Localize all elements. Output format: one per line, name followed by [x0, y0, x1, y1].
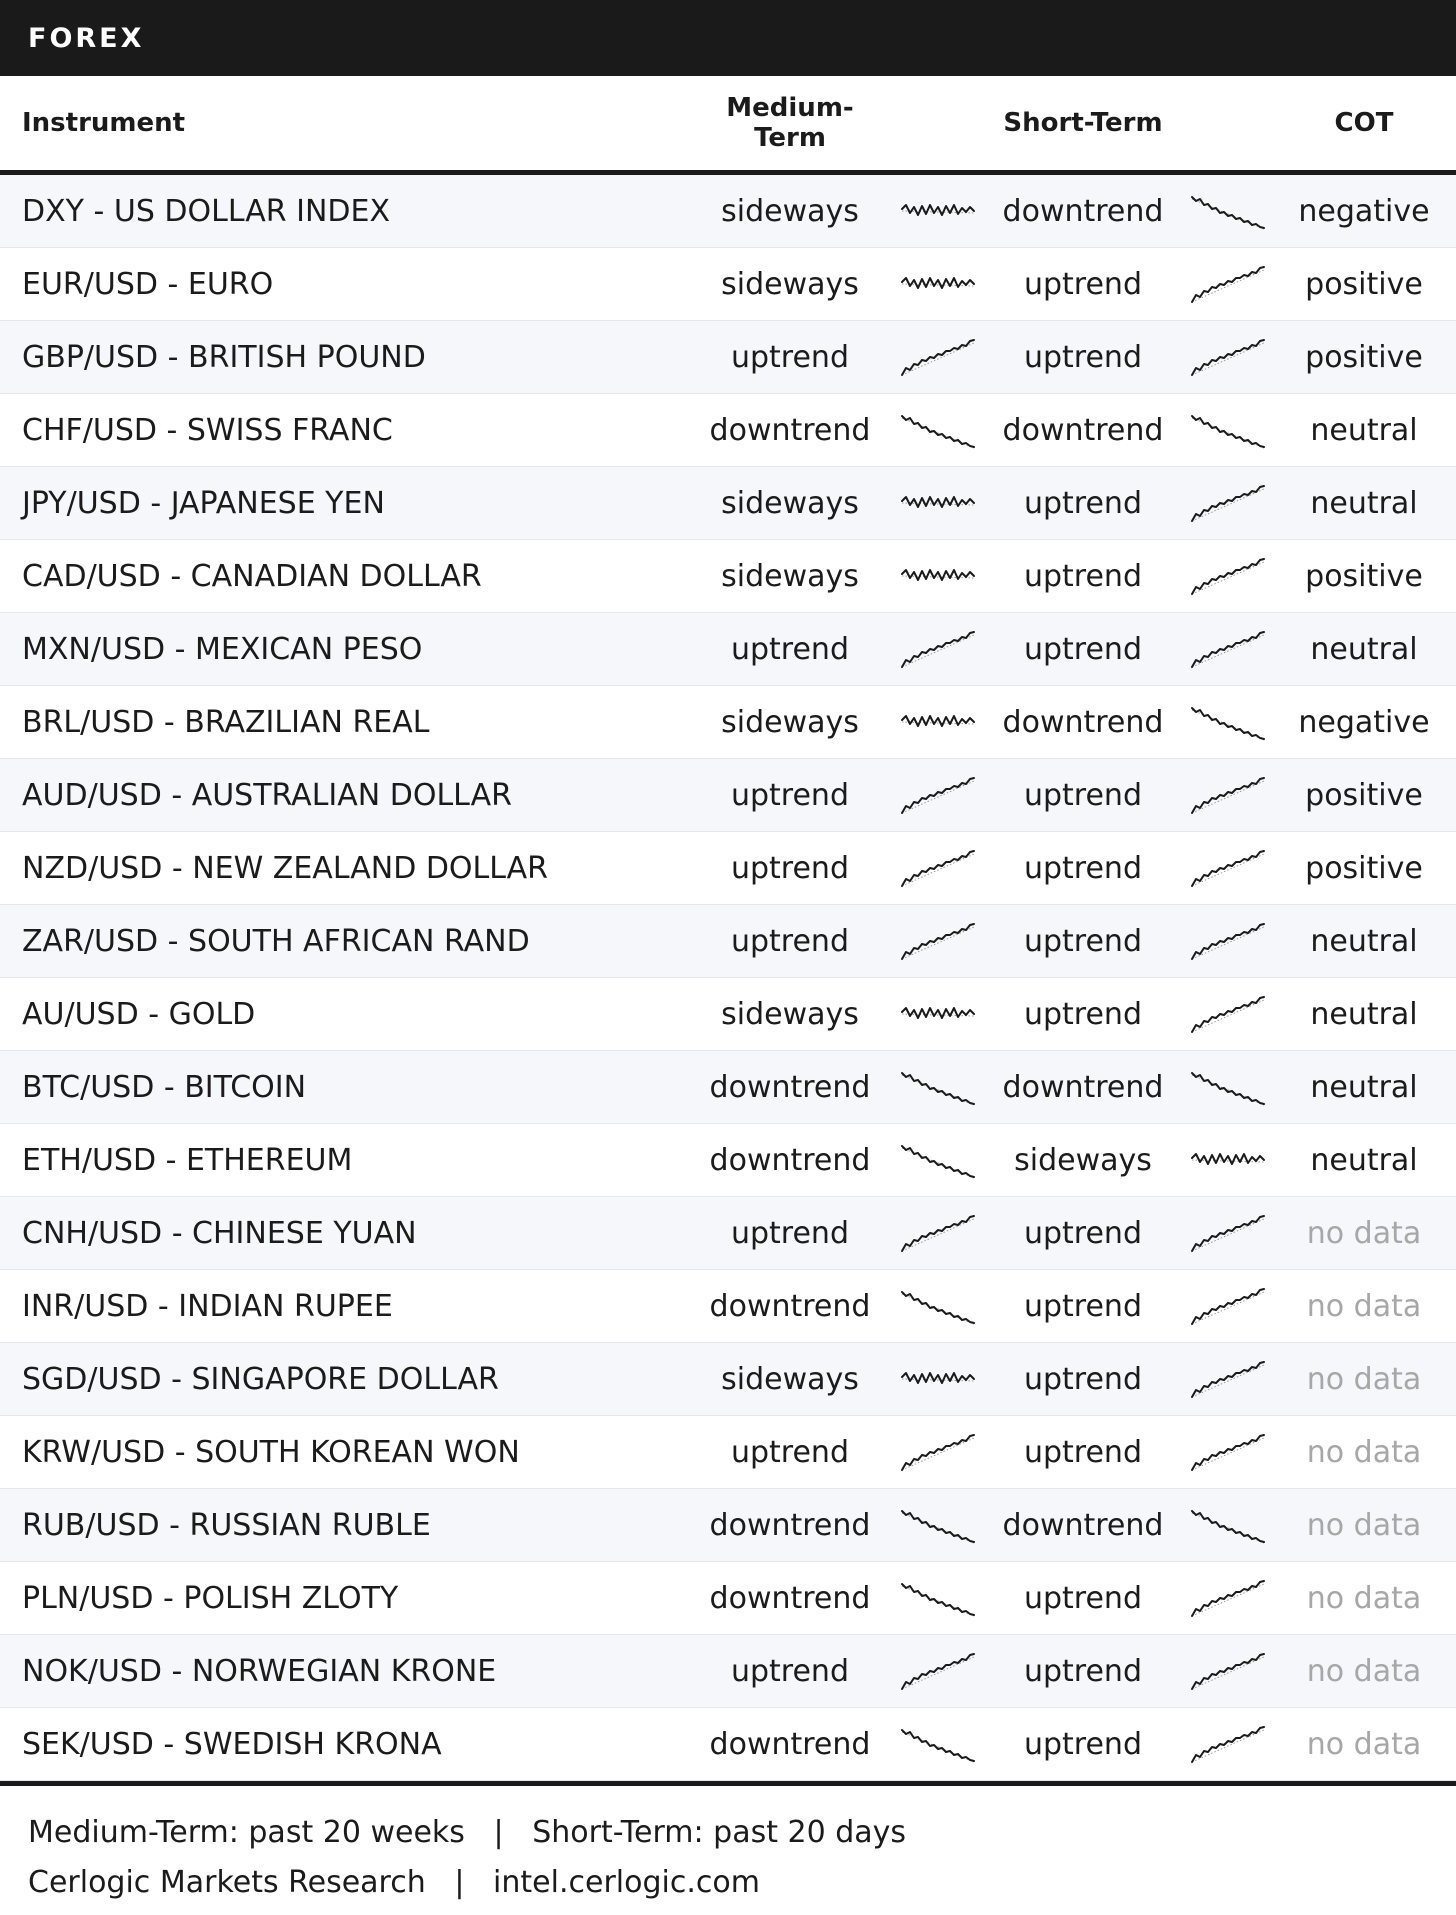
table-row — [0, 1635, 1456, 1708]
cot-cell: neutral — [1310, 1069, 1418, 1105]
uptrend-sparkline-icon — [1190, 921, 1266, 961]
short-term-cell: uptrend — [1023, 777, 1142, 813]
medium-term-sparkline — [900, 832, 976, 904]
medium-term-sparkline — [900, 1562, 976, 1634]
cot-cell: no data — [1306, 1580, 1422, 1616]
uptrend-sparkline-icon — [1190, 556, 1266, 596]
cot-cell: positive — [1305, 850, 1423, 886]
short-term-cell: sideways — [1014, 1142, 1152, 1178]
short-term-cell: uptrend — [1023, 1434, 1142, 1470]
short-term-cell: uptrend — [1023, 850, 1142, 886]
uptrend-sparkline-icon — [1190, 994, 1266, 1034]
medium-term-sparkline — [900, 613, 976, 685]
medium-term-cell: uptrend — [730, 339, 849, 375]
short-term-sparkline — [1190, 1708, 1266, 1780]
short-term-cell: uptrend — [1023, 1653, 1142, 1689]
cot-cell: neutral — [1310, 923, 1418, 959]
sideways-sparkline-icon — [900, 556, 976, 596]
short-term-sparkline — [1190, 613, 1266, 685]
medium-term-cell: downtrend — [709, 412, 871, 448]
sideways-sparkline-icon — [900, 994, 976, 1034]
uptrend-sparkline-icon — [1190, 1213, 1266, 1253]
instrument-cell: ZAR/USD - SOUTH AFRICAN RAND — [22, 923, 530, 959]
instrument-cell: SGD/USD - SINGAPORE DOLLAR — [22, 1361, 499, 1397]
table-row — [0, 686, 1456, 759]
instrument-cell: PLN/USD - POLISH ZLOTY — [22, 1580, 399, 1616]
uptrend-sparkline-icon — [900, 775, 976, 815]
short-term-sparkline — [1190, 394, 1266, 466]
downtrend-sparkline-icon — [900, 1140, 976, 1180]
short-term-sparkline — [1190, 759, 1266, 831]
short-term-sparkline — [1190, 321, 1266, 393]
downtrend-sparkline-icon — [1190, 410, 1266, 450]
short-term-sparkline — [1190, 1416, 1266, 1488]
medium-term-sparkline — [900, 686, 976, 758]
medium-term-cell: downtrend — [709, 1142, 871, 1178]
medium-term-sparkline — [900, 394, 976, 466]
instrument-cell: CHF/USD - SWISS FRANC — [22, 412, 393, 448]
cot-cell: neutral — [1310, 1142, 1418, 1178]
footer-credits-text: Cerlogic Markets Research | intel.cerlogic.com — [28, 1864, 760, 1900]
instrument-cell: KRW/USD - SOUTH KOREAN WON — [22, 1434, 520, 1470]
medium-term-sparkline — [900, 759, 976, 831]
uptrend-sparkline-icon — [900, 921, 976, 961]
table-bottom-rule — [0, 1781, 1456, 1786]
instrument-cell: ETH/USD - ETHEREUM — [22, 1142, 353, 1178]
medium-term-cell: uptrend — [730, 850, 849, 886]
medium-term-sparkline — [900, 467, 976, 539]
short-term-cell: uptrend — [1023, 1288, 1142, 1324]
instrument-cell: CNH/USD - CHINESE YUAN — [22, 1215, 417, 1251]
medium-term-cell: uptrend — [730, 777, 849, 813]
cot-cell: neutral — [1310, 485, 1418, 521]
table-row — [0, 905, 1456, 978]
downtrend-sparkline-icon — [900, 410, 976, 450]
short-term-sparkline — [1190, 1197, 1266, 1269]
downtrend-sparkline-icon — [1190, 1505, 1266, 1545]
table-row — [0, 1708, 1456, 1781]
instrument-cell: JPY/USD - JAPANESE YEN — [22, 485, 385, 521]
table-row — [0, 1124, 1456, 1197]
header-medium-term — [690, 76, 890, 170]
uptrend-sparkline-icon — [1190, 1432, 1266, 1472]
header-medium-term-label: Medium- Term — [726, 93, 854, 153]
short-term-sparkline — [1190, 540, 1266, 612]
short-term-sparkline — [1190, 248, 1266, 320]
medium-term-cell: sideways — [721, 996, 859, 1032]
short-term-sparkline — [1190, 978, 1266, 1050]
medium-term-cell: downtrend — [709, 1507, 871, 1543]
medium-term-cell: sideways — [721, 266, 859, 302]
medium-term-sparkline — [900, 1416, 976, 1488]
downtrend-sparkline-icon — [1190, 191, 1266, 231]
cot-cell: negative — [1298, 193, 1430, 229]
table-row — [0, 759, 1456, 832]
footer-legend — [28, 1810, 1456, 1854]
page-title: FOREX — [28, 22, 145, 54]
downtrend-sparkline-icon — [900, 1286, 976, 1326]
instrument-cell: NZD/USD - NEW ZEALAND DOLLAR — [22, 850, 549, 886]
cot-cell: positive — [1305, 339, 1423, 375]
medium-term-sparkline — [900, 175, 976, 247]
cot-cell: neutral — [1310, 631, 1418, 667]
instrument-cell: GBP/USD - BRITISH POUND — [22, 339, 426, 375]
cot-cell: no data — [1306, 1215, 1422, 1251]
cot-cell: neutral — [1310, 412, 1418, 448]
cot-cell: no data — [1306, 1361, 1422, 1397]
instrument-cell: INR/USD - INDIAN RUPEE — [22, 1288, 393, 1324]
uptrend-sparkline-icon — [900, 1651, 976, 1691]
downtrend-sparkline-icon — [1190, 702, 1266, 742]
medium-term-cell: downtrend — [709, 1069, 871, 1105]
medium-term-cell: uptrend — [730, 923, 849, 959]
instrument-cell: EUR/USD - EURO — [22, 266, 274, 302]
table-row — [0, 1343, 1456, 1416]
short-term-sparkline — [1190, 175, 1266, 247]
table-row — [0, 1489, 1456, 1562]
medium-term-sparkline — [900, 1270, 976, 1342]
medium-term-cell: uptrend — [730, 1434, 849, 1470]
header-instrument: Instrument — [22, 108, 186, 138]
short-term-cell: downtrend — [1002, 704, 1164, 740]
sideways-sparkline-icon — [900, 1359, 976, 1399]
uptrend-sparkline-icon — [1190, 848, 1266, 888]
medium-term-cell: uptrend — [730, 1653, 849, 1689]
medium-term-sparkline — [900, 321, 976, 393]
short-term-cell: uptrend — [1023, 1361, 1142, 1397]
instrument-cell: SEK/USD - SWEDISH KRONA — [22, 1726, 442, 1762]
medium-term-sparkline — [900, 1708, 976, 1780]
footer — [0, 1810, 1456, 1904]
downtrend-sparkline-icon — [900, 1724, 976, 1764]
uptrend-sparkline-icon — [900, 1432, 976, 1472]
table-row — [0, 1416, 1456, 1489]
short-term-sparkline — [1190, 1635, 1266, 1707]
cot-cell: no data — [1306, 1507, 1422, 1543]
instrument-cell: BRL/USD - BRAZILIAN REAL — [22, 704, 430, 740]
short-term-cell: downtrend — [1002, 412, 1164, 448]
sideways-sparkline-icon — [900, 702, 976, 742]
short-term-sparkline — [1190, 1489, 1266, 1561]
short-term-sparkline — [1190, 832, 1266, 904]
short-term-cell: uptrend — [1023, 1726, 1142, 1762]
medium-term-sparkline — [900, 248, 976, 320]
medium-term-sparkline — [900, 1124, 976, 1196]
footer-legend-text: Medium-Term: past 20 weeks | Short-Term: past 20 days — [28, 1814, 907, 1850]
medium-term-cell: uptrend — [730, 1215, 849, 1251]
forex-table-body — [0, 175, 1456, 1781]
medium-term-sparkline — [900, 1197, 976, 1269]
downtrend-sparkline-icon — [1190, 1067, 1266, 1107]
cot-cell: positive — [1305, 558, 1423, 594]
short-term-cell: uptrend — [1023, 996, 1142, 1032]
uptrend-sparkline-icon — [900, 1213, 976, 1253]
medium-term-sparkline — [900, 540, 976, 612]
short-term-sparkline — [1190, 1270, 1266, 1342]
short-term-cell: uptrend — [1023, 1215, 1142, 1251]
short-term-sparkline — [1190, 1562, 1266, 1634]
medium-term-cell: sideways — [721, 1361, 859, 1397]
table-row — [0, 540, 1456, 613]
downtrend-sparkline-icon — [900, 1578, 976, 1618]
uptrend-sparkline-icon — [1190, 264, 1266, 304]
medium-term-cell: sideways — [721, 558, 859, 594]
medium-term-cell: downtrend — [709, 1726, 871, 1762]
uptrend-sparkline-icon — [1190, 1286, 1266, 1326]
instrument-cell: NOK/USD - NORWEGIAN KRONE — [22, 1653, 497, 1689]
instrument-cell: BTC/USD - BITCOIN — [22, 1069, 307, 1105]
cot-cell: no data — [1306, 1653, 1422, 1689]
table-row — [0, 467, 1456, 540]
short-term-cell: uptrend — [1023, 558, 1142, 594]
uptrend-sparkline-icon — [1190, 1651, 1266, 1691]
short-term-sparkline — [1190, 686, 1266, 758]
table-row — [0, 613, 1456, 686]
sideways-sparkline-icon — [900, 191, 976, 231]
medium-term-cell: downtrend — [709, 1288, 871, 1324]
uptrend-sparkline-icon — [1190, 1359, 1266, 1399]
short-term-cell: downtrend — [1002, 1507, 1164, 1543]
short-term-cell: uptrend — [1023, 485, 1142, 521]
medium-term-cell: downtrend — [709, 1580, 871, 1616]
medium-term-sparkline — [900, 1051, 976, 1123]
short-term-sparkline — [1190, 1124, 1266, 1196]
table-row — [0, 1051, 1456, 1124]
short-term-cell: uptrend — [1023, 923, 1142, 959]
table-row — [0, 832, 1456, 905]
cot-cell: no data — [1306, 1434, 1422, 1470]
short-term-sparkline — [1190, 1343, 1266, 1415]
table-row — [0, 248, 1456, 321]
uptrend-sparkline-icon — [900, 629, 976, 669]
short-term-sparkline — [1190, 1051, 1266, 1123]
medium-term-sparkline — [900, 1489, 976, 1561]
uptrend-sparkline-icon — [900, 848, 976, 888]
cot-cell: neutral — [1310, 996, 1418, 1032]
cot-cell: positive — [1305, 777, 1423, 813]
instrument-cell: DXY - US DOLLAR INDEX — [22, 193, 391, 229]
header-cot: COT — [1334, 108, 1394, 138]
medium-term-sparkline — [900, 1343, 976, 1415]
short-term-cell: downtrend — [1002, 1069, 1164, 1105]
medium-term-cell: uptrend — [730, 631, 849, 667]
header-short-term: Short-Term — [1003, 108, 1163, 138]
uptrend-sparkline-icon — [1190, 629, 1266, 669]
table-row — [0, 394, 1456, 467]
instrument-cell: RUB/USD - RUSSIAN RUBLE — [22, 1507, 431, 1543]
medium-term-sparkline — [900, 905, 976, 977]
uptrend-sparkline-icon — [1190, 775, 1266, 815]
uptrend-sparkline-icon — [900, 337, 976, 377]
instrument-cell: AUD/USD - AUSTRALIAN DOLLAR — [22, 777, 512, 813]
table-row — [0, 1270, 1456, 1343]
table-header — [0, 76, 1456, 175]
short-term-cell: uptrend — [1023, 339, 1142, 375]
instrument-cell: CAD/USD - CANADIAN DOLLAR — [22, 558, 482, 594]
short-term-sparkline — [1190, 467, 1266, 539]
medium-term-cell: sideways — [721, 485, 859, 521]
cot-cell: no data — [1306, 1726, 1422, 1762]
short-term-cell: uptrend — [1023, 1580, 1142, 1616]
uptrend-sparkline-icon — [1190, 1724, 1266, 1764]
medium-term-sparkline — [900, 1635, 976, 1707]
table-row — [0, 321, 1456, 394]
instrument-cell: AU/USD - GOLD — [22, 996, 256, 1032]
footer-credits — [28, 1860, 1456, 1904]
cot-cell: negative — [1298, 704, 1430, 740]
downtrend-sparkline-icon — [900, 1505, 976, 1545]
table-row — [0, 1562, 1456, 1635]
instrument-cell: MXN/USD - MEXICAN PESO — [22, 631, 423, 667]
medium-term-cell: sideways — [721, 193, 859, 229]
table-row — [0, 978, 1456, 1051]
short-term-cell: uptrend — [1023, 631, 1142, 667]
table-row — [0, 175, 1456, 248]
title-bar — [0, 0, 1456, 76]
uptrend-sparkline-icon — [1190, 483, 1266, 523]
uptrend-sparkline-icon — [1190, 1578, 1266, 1618]
table-row — [0, 1197, 1456, 1270]
sideways-sparkline-icon — [1190, 1140, 1266, 1180]
medium-term-cell: sideways — [721, 704, 859, 740]
medium-term-sparkline — [900, 978, 976, 1050]
short-term-cell: uptrend — [1023, 266, 1142, 302]
sideways-sparkline-icon — [900, 483, 976, 523]
sideways-sparkline-icon — [900, 264, 976, 304]
cot-cell: no data — [1306, 1288, 1422, 1324]
short-term-cell: downtrend — [1002, 193, 1164, 229]
downtrend-sparkline-icon — [900, 1067, 976, 1107]
uptrend-sparkline-icon — [1190, 337, 1266, 377]
cot-cell: positive — [1305, 266, 1423, 302]
short-term-sparkline — [1190, 905, 1266, 977]
